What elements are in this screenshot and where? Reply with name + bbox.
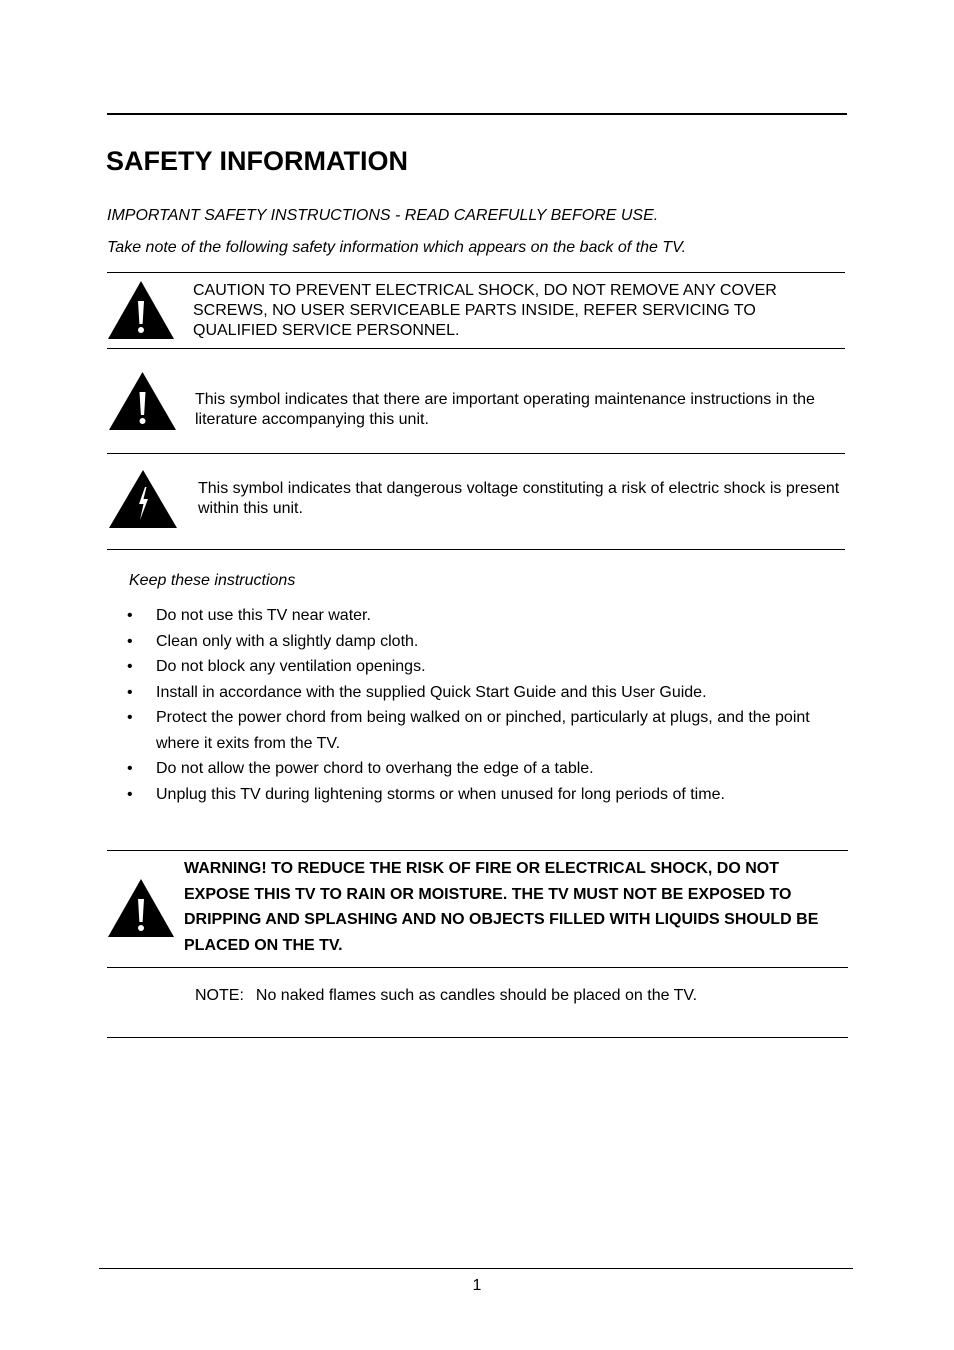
divider xyxy=(107,348,845,349)
divider xyxy=(107,272,845,273)
exclamation-warning-icon xyxy=(107,878,175,938)
warning-text: WARNING! TO REDUCE THE RISK OF FIRE OR ELECTRICAL SHOCK, DO NOT EXPOSE THIS TV TO RAIN OR MOISTURE. THE TV MUST NOT BE EXPOSED TO DRIPPING AND SPLASHING AND NO OBJECTS FILLED WITH LIQUIDS SHOULD BE PLACED ON THE TV. xyxy=(184,860,819,954)
divider xyxy=(107,549,845,550)
page-number: 1 xyxy=(472,1277,482,1294)
caution-text: CAUTION TO PREVENT ELECTRICAL SHOCK, DO NOT REMOVE ANY COVER SCREWS, NO USER SERVICEABLE PARTS INSIDE, REFER SERVICING TO QUALIFIED SERVICE PERSONNEL. xyxy=(193,282,777,339)
list-item: • Unplug this TV during lightening storms or when unused for long periods of time. xyxy=(127,785,725,803)
lightning-warning-icon xyxy=(108,469,178,529)
note xyxy=(195,987,697,1005)
instructions-list xyxy=(127,603,847,807)
header-rule xyxy=(107,113,847,115)
list-item: • Do not allow the power chord to overhang the edge of a table. xyxy=(127,760,594,777)
divider xyxy=(107,850,848,851)
list-item: • Protect the power chord from being walked on or pinched, particularly at plugs, and the point where it exits from the TV. xyxy=(127,709,810,752)
maintenance-symbol-text: This symbol indicates that there are important operating maintenance instructions in the literature accompanying this unit. xyxy=(195,391,815,428)
divider xyxy=(107,967,848,968)
list-item: • Install in accordance with the supplied Quick Start Guide and this User Guide. xyxy=(127,683,707,701)
list-item: • Do not use this TV near water. xyxy=(127,607,371,624)
take-note-text: Take note of the following safety information which appears on the back of the TV. xyxy=(107,239,687,256)
list-item: • Clean only with a slightly damp cloth. xyxy=(127,632,419,650)
keep-instructions-heading: Keep these instructions xyxy=(129,572,296,589)
divider xyxy=(107,453,845,454)
divider xyxy=(107,1037,848,1038)
note-label: NOTE: xyxy=(195,987,244,1004)
note-text: No naked flames such as candles should be placed on the TV. xyxy=(255,987,698,1004)
page-title: SAFETY INFORMATION xyxy=(106,146,408,176)
voltage-symbol-text: This symbol indicates that dangerous voltage constituting a risk of electric shock is present within this unit. xyxy=(198,480,840,517)
footer-rule xyxy=(99,1268,853,1269)
important-instructions: IMPORTANT SAFETY INSTRUCTIONS - READ CAREFULLY BEFORE USE. xyxy=(107,207,659,224)
list-item: • Do not block any ventilation openings. xyxy=(127,658,426,675)
exclamation-warning-icon xyxy=(108,371,177,431)
exclamation-warning-icon xyxy=(107,280,175,340)
